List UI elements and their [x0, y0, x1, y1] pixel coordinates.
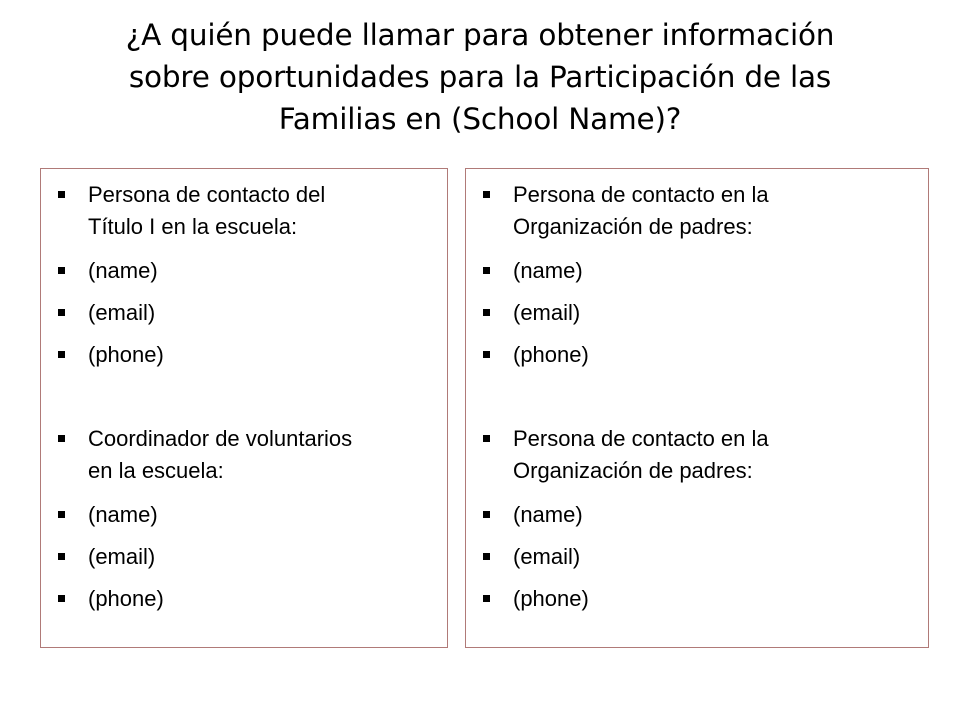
- square-bullet-icon: [58, 267, 65, 274]
- list-item-text: (name): [88, 258, 158, 283]
- title-line: Familias en (School Name)?: [278, 102, 682, 136]
- list-item-text: (name): [513, 502, 583, 527]
- list-item-text: (email): [88, 544, 156, 569]
- square-bullet-icon: [483, 267, 490, 274]
- square-bullet-icon: [483, 595, 490, 602]
- square-bullet-icon: [58, 309, 65, 316]
- list-item-text: (email): [513, 544, 581, 569]
- square-bullet-icon: [58, 191, 65, 198]
- slide-title: [40, 14, 920, 140]
- square-bullet-icon: [483, 435, 490, 442]
- square-bullet-icon: [58, 435, 65, 442]
- square-bullet-icon: [58, 595, 65, 602]
- square-bullet-icon: [483, 191, 490, 198]
- square-bullet-icon: [58, 511, 65, 518]
- list-item-text: Persona de contacto del Título I en la escuela:: [88, 182, 326, 239]
- list-item-text: (name): [513, 258, 583, 283]
- list-item-text: Persona de contacto en la Organización de padres:: [513, 426, 769, 483]
- left-contact-box: [40, 168, 448, 648]
- list-item-text: (name): [88, 502, 158, 527]
- list-item-text: (phone): [513, 342, 589, 367]
- list-item-text: Persona de contacto en la Organización de padres:: [513, 182, 769, 239]
- list-item-text: (email): [513, 300, 581, 325]
- list-item-text: (phone): [513, 586, 589, 611]
- list-item-text: (phone): [88, 342, 164, 367]
- list-item-text: (email): [88, 300, 156, 325]
- title-line: sobre oportunidades para la Participación de las: [128, 60, 832, 94]
- list-item-text: (phone): [88, 586, 164, 611]
- right-contact-box: [465, 168, 929, 648]
- square-bullet-icon: [483, 553, 490, 560]
- square-bullet-icon: [58, 351, 65, 358]
- square-bullet-icon: [58, 553, 65, 560]
- list-item-text: Coordinador de voluntarios en la escuela:: [88, 426, 353, 483]
- square-bullet-icon: [483, 351, 490, 358]
- square-bullet-icon: [483, 309, 490, 316]
- square-bullet-icon: [483, 511, 490, 518]
- title-line: ¿A quién puede llamar para obtener información: [125, 18, 835, 52]
